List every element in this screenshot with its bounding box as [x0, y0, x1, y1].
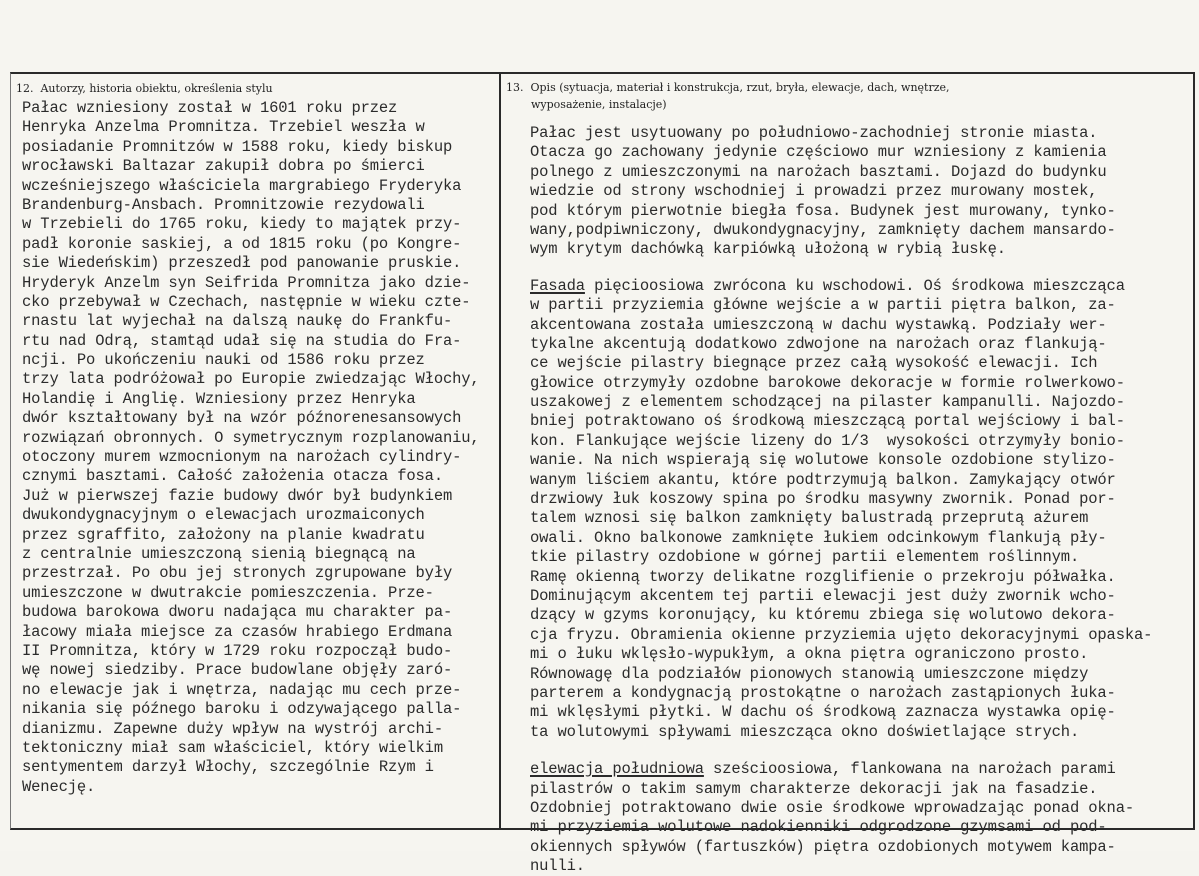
facade-text-line: wanie. Na nich wspierają się wolutowe konsole ozdobione stylizo- — [530, 451, 1116, 470]
history-text-line: wę nowej siedziby. Prace budowlane objęły zaró- — [22, 661, 453, 680]
facade-text-line: mi o łuku wklęsło-wypukłym, a okna piętra ograniczono prosto. — [530, 645, 1089, 664]
history-text-line: rtu nad Odrą, stamtąd udał się na studia do Fra- — [22, 331, 462, 350]
facade-text-line: kon. Flankujące wejście lizeny do 1/3 wysokości otrzymyły bonio- — [530, 431, 1125, 450]
history-text-line: ncji. Po ukończeniu nauki od 1586 roku przez — [22, 351, 425, 370]
facade-text-line: bniej potraktowano oś środkową mieszczącą portal wejściowy i bal- — [530, 412, 1125, 431]
history-text-line: posiadanie Promnitzów w 1588 roku, kiedy biskup — [22, 137, 453, 156]
facade-text-line: akcentowana została umieszczoną w dachu wystawką. Podziały wer- — [530, 315, 1107, 334]
history-text-line: Holandię i Anglię. Wzniesiony przez Henryka — [22, 389, 416, 408]
history-text-line: cko przebywał w Czechach, następnie w wieku czte- — [22, 292, 471, 311]
history-text-line: II Promnitza, który w 1729 roku rozpoczął budo- — [22, 641, 453, 660]
history-text-line: wrocławski Baltazar zakupił dobra po śmierci — [22, 157, 425, 176]
facade-text-line: Ramę okienną tworzy delikatne rozglifienie o przekroju półwałka. — [530, 567, 1116, 586]
history-text-line: rozwiązań obronnych. O symetrycznym rozplanowaniu, — [22, 428, 480, 447]
location-text-line: wiedzie od strony wschodniej i prowadzi przez murowany mostek, — [530, 182, 1098, 201]
history-text-line: Henryka Anzelma Promnitza. Trzebiel weszła w — [22, 118, 425, 137]
location-text-line: Otacza go zachowany jedynie częściowo mur wzniesiony z kamienia — [530, 143, 1107, 162]
history-text-line: no elewacje jak i wnętrza, nadając mu cech prze- — [22, 680, 462, 699]
location-text-line: wym krytym dachówką karpiówką ułożoną w rybią łuskę. — [530, 240, 1006, 259]
facade-text-line: cja fryzu. Obramienia okienne przyziemia ujęto dekoracyjnymi opaska- — [530, 625, 1153, 644]
history-text-line: trzy lata podróżował po Europie zwiedzając Włochy, — [22, 370, 480, 389]
history-text-line: łacowy miała miejsce za czasów hrabiego Erdmana — [22, 622, 453, 641]
history-text-line: dwukondygnacyjnym o elewacjach urozmaiconych — [22, 506, 425, 525]
facade-text-line: tykalne akcentują dodatkowo zdwojone na narożach oraz flankują- — [530, 334, 1107, 353]
section-12-history-text — [22, 99, 500, 819]
history-text-line: tektoniczny miał sam właściciel, który wielkim — [22, 738, 443, 757]
history-text-line: padł koronie saskiej, a od 1815 roku (po Kongre- — [22, 234, 462, 253]
facade-text-line: owali. Okno balkonowe zamknięte łukiem odcinkowym flankują pły- — [530, 528, 1107, 547]
location-text-line: Pałac jest usytuowany po południowo-zachodniej stronie miasta. — [530, 124, 1098, 142]
history-text-line: sentymentem darzył Włochy, szczególnie Rzym i — [22, 758, 434, 777]
south-elevation-heading-line — [530, 760, 1190, 779]
facade-text-line: głowice otrzymyły ozdobne barokowe dekoracje w formie rolwerkowo- — [530, 373, 1125, 392]
facade-text-line: uszakowej z elementem schodzącej na pilaster kampanulli. Najozdo- — [530, 393, 1125, 412]
facade-text-line: Równowagę dla podziałów pionowych stanowią umieszczone między — [530, 664, 1089, 683]
location-text-line: wany,podpiwniczony, dwukondygnacyjny, zamknięty dachem mansardo- — [530, 220, 1116, 239]
south-elevation-text-line: nulli. — [530, 857, 585, 876]
paragraph-gap — [530, 742, 1190, 760]
history-text-line: otoczony murem wzmocnionym na narożach cylindry- — [22, 448, 462, 467]
section-12-header: 12. Autorzy, historia obiektu, określenia stylu — [16, 82, 273, 95]
history-text-line: cznymi basztami. Całość założenia otacza fosa. — [22, 467, 443, 486]
south-elevation-text-line: Ozdobniej potraktowano dwie osie środkowe wprowadzając ponad okna- — [530, 798, 1135, 817]
history-text-line: Pałac wzniesiony został w 1601 roku przez — [22, 99, 398, 117]
section-13-header-line-2: wyposażenie, instalacje) — [531, 98, 667, 111]
history-text-line: Hryderyk Anzelm syn Seifrida Promnitza jako dzie- — [22, 273, 471, 292]
history-text-line: budowa barokowa dworu nadająca mu charakter pa- — [22, 603, 453, 622]
location-text-line: pod którym pierwotnie biegła fosa. Budynek jest murowany, tynko- — [530, 201, 1116, 220]
history-text-line: z centralnie umieszczoną sienią biegnącą na — [22, 544, 416, 563]
facade-text-line: mi wklęsłymi płytki. W dachu oś środkową zaznacza wystawka opię- — [530, 703, 1116, 722]
south-elevation-text-line: pilastrów o takim samym charakterze dekoracji jak na fasadzie. — [530, 779, 1098, 798]
facade-text-line: parterem a kondygnacją prostokątne o narożach zastąpionych łuka- — [530, 683, 1116, 702]
history-text-line: przez sgraffito, założony na planie kwadratu — [22, 525, 425, 544]
facade-text-line: w partii przyziemia główne wejście a w partii piętra balkon, za- — [530, 296, 1116, 315]
facade-text-line: ce wejście pilastry biegnące przez całą wysokość elewacji. Ich — [530, 354, 1098, 373]
underlined-keyword: elewacja południowa — [530, 760, 704, 779]
south-elevation-text-line: mi przyziemia wolutowe nadokienniki odgrodzone gzymsami od pod- — [530, 818, 1107, 837]
underlined-keyword: Fasada — [530, 276, 585, 295]
history-text-line: dianizmu. Zapewne duży wpływ na wystrój archi- — [22, 719, 443, 738]
facade-text-line: ta wolutowymi spływami mieszcząca okno doświetlające strych. — [530, 722, 1080, 741]
history-text-line: dwór kształtowany był na wzór późnorenesansowych — [22, 409, 462, 428]
history-text-line: Wenecję. — [22, 777, 96, 796]
facade-text-line: wanym liściem akantu, które podtrzymują balkon. Zamykający otwór — [530, 470, 1116, 489]
facade-text-line: talem wznosi się balkon zamknięty balustradą przeprutą ażurem — [530, 509, 1089, 528]
history-text-line: rnastu lat wyjechał na dalszą naukę do Frankfu- — [22, 312, 453, 331]
facade-heading-line — [530, 277, 1190, 296]
location-text-line: polnego z umieszczonymi na narożach basztami. Dojazd do budynku — [530, 162, 1107, 181]
line-remainder: pięcioosiowa zwrócona ku wschodowi. Oś środkowa mieszcząca — [584, 276, 1125, 295]
facade-text-line: drzwiowy łuk koszowy spina po środku masywny zwornik. Ponad por- — [530, 490, 1116, 509]
history-text-line: sie Wiedeńskim) przeszedł pod panowanie pruskie. — [22, 254, 462, 273]
history-text-line: umieszczone w dwutrakcie pomieszczenia. Prze- — [22, 583, 434, 602]
facade-text-line: tkie pilastry ozdobione w górnej partii elementem roślinnym. — [530, 548, 1080, 567]
facade-text-line: dzący w gzyms koronujący, ku któremu zbiega się wolutowo dekora- — [530, 606, 1116, 625]
history-text-line: Brandenburg-Ansbach. Promnitzowie rezydowali — [22, 195, 425, 214]
history-text-line: nikania się późnego baroku i odzywającego palla- — [22, 700, 462, 719]
history-text-line: wcześniejszego właściciela margrabiego Fryderyka — [22, 176, 462, 195]
section-13-header-line-1: 13. Opis (sytuacja, materiał i konstrukcja, rzut, bryła, elewacje, dach, wnętrze, — [506, 81, 950, 94]
south-elevation-text-line: okiennych spływów (fartuszków) piętra ozdobionych motywem kampa- — [530, 837, 1116, 856]
facade-text-line: Dominującym akcentem tej partii elewacji jest duży zwornik wcho- — [530, 586, 1116, 605]
section-13-description-text — [530, 124, 1190, 876]
line-remainder: sześcioosiowa, flankowana na narożach parami — [703, 760, 1116, 779]
history-text-line: Już w pierwszej fazie budowy dwór był budynkiem — [22, 486, 453, 505]
paragraph-gap — [530, 260, 1190, 277]
history-text-line: przestrzał. Po obu jej stronych zgrupowane były — [22, 564, 453, 583]
history-text-line: w Trzebieli do 1765 roku, kiedy to majątek przy- — [22, 215, 462, 234]
